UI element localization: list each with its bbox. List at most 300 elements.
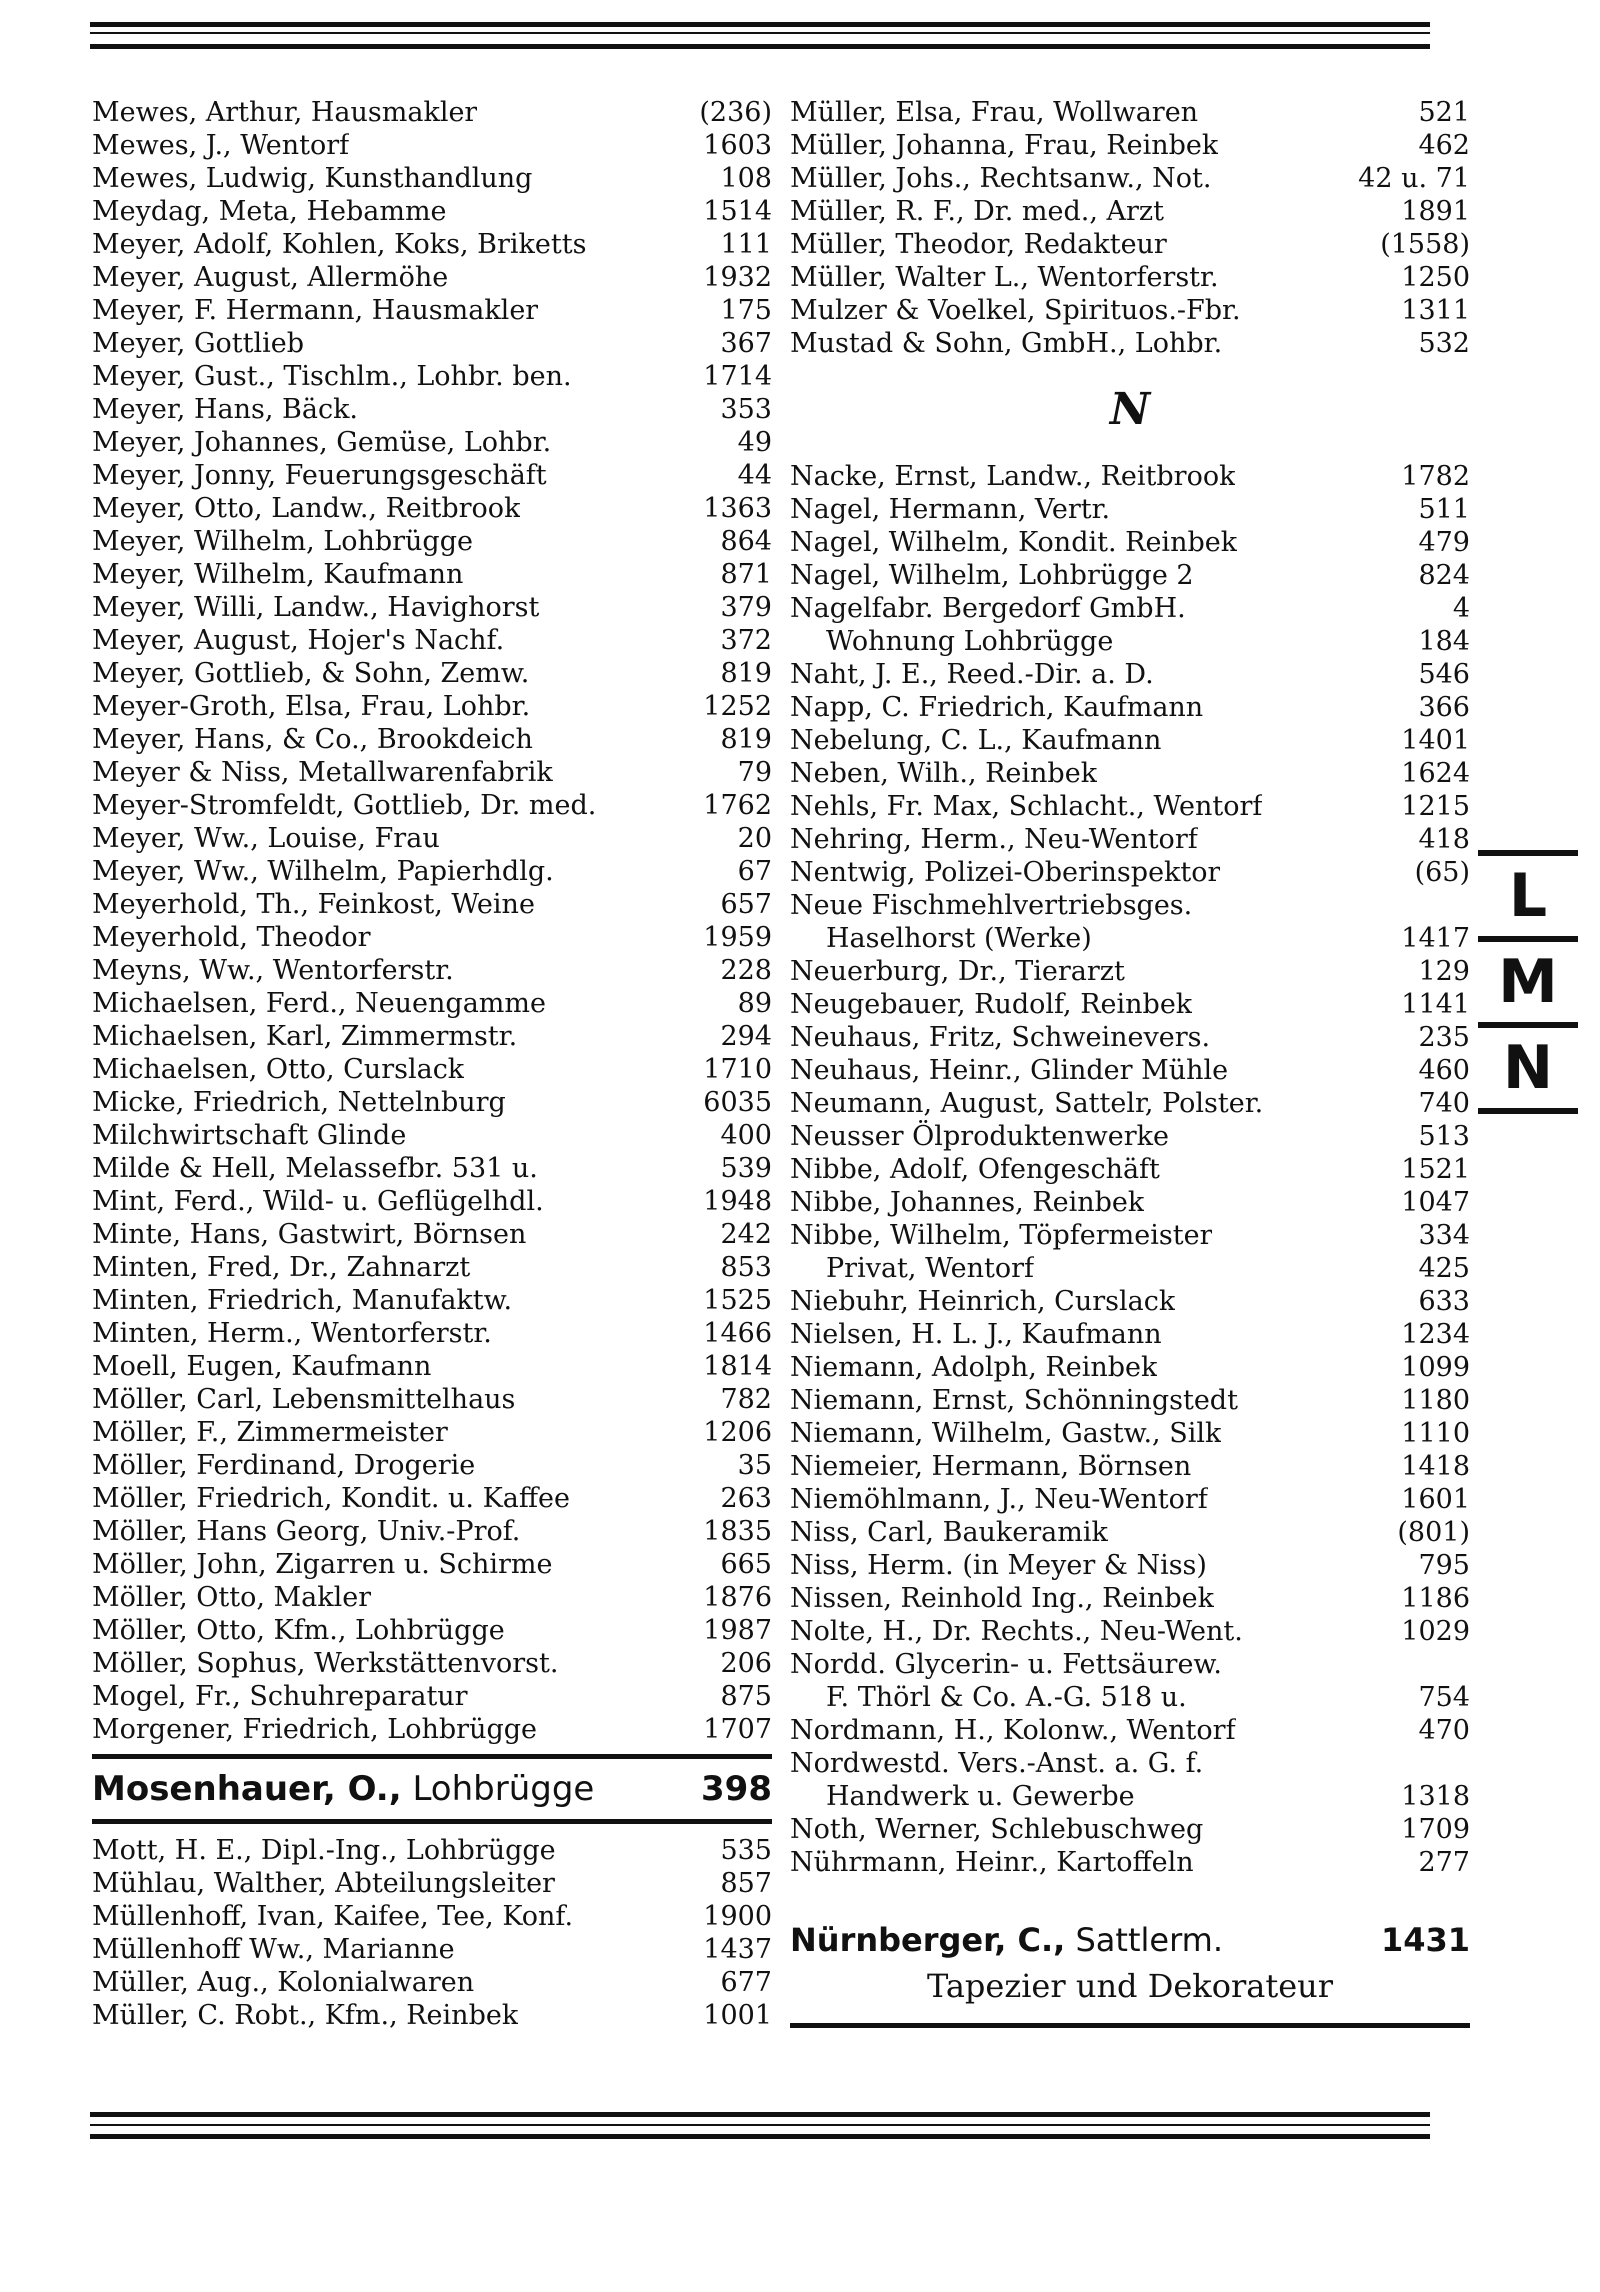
directory-entry <box>92 1383 772 1416</box>
entry-name: Möller, Friedrich, Kondit. u. Kaffee <box>92 1483 570 1514</box>
directory-entry <box>92 1713 772 1746</box>
entry-phone: 1709 <box>1401 1814 1470 1845</box>
entry-phone: 400 <box>720 1120 772 1151</box>
directory-entry <box>790 261 1470 294</box>
entry-name: Niemeier, Hermann, Börnsen <box>790 1451 1192 1482</box>
entry-name: Naht, J. E., Reed.-Dir. a. D. <box>790 659 1154 690</box>
entry-name: Möller, Ferdinand, Drogerie <box>92 1450 476 1481</box>
entry-phone: 67 <box>737 856 772 887</box>
entry-name: Müller, Elsa, Frau, Wollwaren <box>790 97 1199 128</box>
right-entry-list-m <box>790 96 1470 360</box>
top-rule-thick-2 <box>90 44 1430 49</box>
entry-name: Müllenhoff Ww., Marianne <box>92 1934 455 1965</box>
directory-entry <box>92 657 772 690</box>
entry-name: Möller, Hans Georg, Univ.-Prof. <box>92 1516 521 1547</box>
directory-entry <box>92 1548 772 1581</box>
directory-entry <box>790 1747 1470 1780</box>
featured2-trade: Sattlerm. <box>1075 1921 1223 1959</box>
entry-name: Meyer & Niss, Metallwarenfabrik <box>92 757 553 788</box>
entry-phone: 35 <box>737 1450 772 1481</box>
entry-phone: 1206 <box>703 1417 772 1448</box>
entry-phone: (65) <box>1414 857 1470 888</box>
directory-entry <box>92 1515 772 1548</box>
entry-phone: 819 <box>720 658 772 689</box>
entry-phone: 460 <box>1418 1055 1470 1086</box>
directory-entry <box>790 493 1470 526</box>
entry-phone: 1514 <box>703 196 772 227</box>
directory-entry <box>92 558 772 591</box>
section-letter-n: N <box>1109 384 1151 435</box>
directory-entry <box>790 1483 1470 1516</box>
entry-phone: 425 <box>1418 1253 1470 1284</box>
entry-phone: 6035 <box>703 1087 772 1118</box>
entry-phone: 334 <box>1418 1220 1470 1251</box>
directory-entry <box>92 360 772 393</box>
entry-phone: 1525 <box>703 1285 772 1316</box>
bottom-rule-thin <box>90 2124 1430 2126</box>
directory-entry <box>790 1318 1470 1351</box>
entry-phone: 1099 <box>1401 1352 1470 1383</box>
directory-entry <box>92 1449 772 1482</box>
directory-entry <box>92 1581 772 1614</box>
entry-phone: 1707 <box>703 1714 772 1745</box>
directory-entry <box>790 1384 1470 1417</box>
directory-entry <box>92 756 772 789</box>
entry-phone: 1466 <box>703 1318 772 1349</box>
entry-name: Mint, Ferd., Wild- u. Geflügelhdl. <box>92 1186 544 1217</box>
directory-entry <box>790 162 1470 195</box>
entry-name: Meydag, Meta, Hebamme <box>92 196 447 227</box>
directory-entry <box>92 1218 772 1251</box>
entry-name: Neugebauer, Rudolf, Reinbek <box>790 989 1193 1020</box>
directory-entry <box>92 1053 772 1086</box>
entry-name: Müller, Johs., Rechtsanw., Not. <box>790 163 1212 194</box>
entry-phone: 1417 <box>1401 923 1470 954</box>
entry-phone: 539 <box>720 1153 772 1184</box>
entry-name: Mewes, Ludwig, Kunsthandlung <box>92 163 533 194</box>
entry-name: Wohnung Lohbrügge <box>826 626 1114 657</box>
entry-phone: (236) <box>699 97 772 128</box>
directory-entry <box>790 757 1470 790</box>
entry-name: Meyer, Hans, & Co., Brookdeich <box>92 724 533 755</box>
entry-phone: 1835 <box>703 1516 772 1547</box>
entry-name: Mewes, J., Wentorf <box>92 130 350 161</box>
directory-entry <box>92 822 772 855</box>
directory-entry <box>92 1119 772 1152</box>
entry-name: Meyer-Stromfeldt, Gottlieb, Dr. med. <box>92 790 597 821</box>
tab-letter-m[interactable]: M <box>1498 947 1558 1017</box>
entry-name: Müller, Walter L., Wentorferstr. <box>790 262 1219 293</box>
entry-phone: (1558) <box>1380 229 1470 260</box>
directory-entry <box>92 162 772 195</box>
entry-phone: 1948 <box>703 1186 772 1217</box>
entry-name: Meyerhold, Th., Feinkost, Weine <box>92 889 535 920</box>
entry-name: Haselhorst (Werke) <box>826 923 1092 954</box>
entry-name: Müller, Aug., Kolonialwaren <box>92 1967 475 1998</box>
directory-entry <box>790 889 1470 922</box>
entry-name: Meyer, Gottlieb, & Sohn, Zemw. <box>92 658 530 689</box>
entry-phone: 366 <box>1418 692 1470 723</box>
entry-phone: 1932 <box>703 262 772 293</box>
entry-name: Milchwirtschaft Glinde <box>92 1120 407 1151</box>
entry-name: Nagel, Wilhelm, Lohbrügge 2 <box>790 560 1194 591</box>
entry-name: Neuhaus, Fritz, Schweinevers. <box>790 1022 1211 1053</box>
bottom-rule-thick-2 <box>90 2134 1430 2139</box>
tab-letter-l[interactable]: L <box>1508 861 1548 931</box>
entry-name: Privat, Wentorf <box>826 1253 1034 1284</box>
entry-phone: 1814 <box>703 1351 772 1382</box>
entry-phone: 1001 <box>703 2000 772 2031</box>
entry-name: Nacke, Ernst, Landw., Reitbrook <box>790 461 1236 492</box>
featured-entry-mosenhauer <box>92 1754 772 1824</box>
directory-entry <box>92 96 772 129</box>
entry-name: Niemann, Wilhelm, Gastw., Silk <box>790 1418 1222 1449</box>
directory-entry <box>92 1284 772 1317</box>
entry-phone: 1624 <box>1401 758 1470 789</box>
entry-name: Nehring, Herm., Neu-Wentorf <box>790 824 1198 855</box>
entry-name: Müller, C. Robt., Kfm., Reinbek <box>92 2000 519 2031</box>
entry-phone: 479 <box>1418 527 1470 558</box>
entry-phone: 677 <box>720 1967 772 1998</box>
left-column <box>92 96 772 2032</box>
entry-name: Milde & Hell, Melassefbr. 531 u. <box>92 1153 538 1184</box>
directory-entry <box>790 1153 1470 1186</box>
entry-phone: 1180 <box>1401 1385 1470 1416</box>
entry-name: Möller, Carl, Lebensmittelhaus <box>92 1384 516 1415</box>
directory-entry <box>790 1087 1470 1120</box>
featured2-name: Nürnberger, C., <box>790 1921 1066 1959</box>
entry-phone: 108 <box>720 163 772 194</box>
directory-entry <box>790 228 1470 261</box>
directory-entry <box>92 789 772 822</box>
entry-name: Meyer, F. Hermann, Hausmakler <box>92 295 539 326</box>
entry-name: Müllenhoff, Ivan, Kaifee, Tee, Konf. <box>92 1901 574 1932</box>
entry-name: Nordwestd. Vers.-Anst. a. G. f. <box>790 1748 1204 1779</box>
entry-name: Meyns, Ww., Wentorferstr. <box>92 955 454 986</box>
directory-entry <box>790 1417 1470 1450</box>
top-rule-thin <box>90 32 1430 34</box>
directory-entry <box>92 1185 772 1218</box>
entry-phone: 1110 <box>1401 1418 1470 1449</box>
entry-phone: 1311 <box>1401 295 1470 326</box>
entry-phone: 1710 <box>703 1054 772 1085</box>
entry-phone: 1401 <box>1401 725 1470 756</box>
entry-name: Nebelung, C. L., Kaufmann <box>790 725 1162 756</box>
entry-name: Neuerburg, Dr., Tierarzt <box>790 956 1125 987</box>
directory-entry <box>92 855 772 888</box>
directory-entry <box>790 922 1470 955</box>
directory-entry <box>790 1582 1470 1615</box>
entry-phone: 294 <box>720 1021 772 1052</box>
entry-phone: 1603 <box>703 130 772 161</box>
directory-entry <box>790 1054 1470 1087</box>
entry-name: F. Thörl & Co. A.-G. 518 u. <box>826 1682 1187 1713</box>
directory-entry <box>92 294 772 327</box>
entry-name: Müller, R. F., Dr. med., Arzt <box>790 196 1165 227</box>
entry-name: Niemann, Adolph, Reinbek <box>790 1352 1158 1383</box>
entry-phone: (801) <box>1397 1517 1470 1548</box>
entry-phone: 379 <box>720 592 772 623</box>
directory-entry <box>92 1482 772 1515</box>
directory-entry <box>790 592 1470 625</box>
entry-phone: 1418 <box>1401 1451 1470 1482</box>
entry-name: Möller, John, Zigarren u. Schirme <box>92 1549 553 1580</box>
entry-phone: 111 <box>720 229 772 260</box>
entry-name: Nührmann, Heinr., Kartoffeln <box>790 1847 1194 1878</box>
right-column <box>790 96 1470 2028</box>
entry-name: Nehls, Fr. Max, Schlacht., Wentorf <box>790 791 1263 822</box>
entry-name: Meyer, Johannes, Gemüse, Lohbr. <box>92 427 552 458</box>
directory-entry <box>790 1516 1470 1549</box>
entry-name: Minte, Hans, Gastwirt, Börnsen <box>92 1219 527 1250</box>
featured2-line2: Tapezier und Dekorateur <box>926 1967 1334 2005</box>
entry-phone: 235 <box>1418 1022 1470 1053</box>
directory-entry <box>790 625 1470 658</box>
entry-phone: 546 <box>1418 659 1470 690</box>
entry-phone: 824 <box>1418 560 1470 591</box>
directory-entry <box>92 1834 772 1867</box>
entry-phone: 1186 <box>1401 1583 1470 1614</box>
entry-name: Niss, Herm. (in Meyer & Niss) <box>790 1550 1207 1581</box>
entry-name: Minten, Herm., Wentorferstr. <box>92 1318 492 1349</box>
entry-name: Niss, Carl, Baukeramik <box>790 1517 1108 1548</box>
entry-phone: 1437 <box>703 1934 772 1965</box>
directory-entry <box>790 195 1470 228</box>
featured-tel: 398 <box>701 1769 772 1809</box>
directory-entry <box>790 1120 1470 1153</box>
entry-phone: 740 <box>1418 1088 1470 1119</box>
directory-entry <box>790 1450 1470 1483</box>
entry-name: Meyer-Groth, Elsa, Frau, Lohbr. <box>92 691 531 722</box>
entry-name: Micke, Friedrich, Nettelnburg <box>92 1087 506 1118</box>
entry-name: Michaelsen, Karl, Zimmermstr. <box>92 1021 518 1052</box>
directory-entry <box>92 1680 772 1713</box>
entry-name: Möller, Otto, Makler <box>92 1582 372 1613</box>
directory-entry <box>92 1614 772 1647</box>
entry-phone: 782 <box>720 1384 772 1415</box>
entry-phone: 853 <box>720 1252 772 1283</box>
directory-entry <box>92 525 772 558</box>
entry-name: Mustad & Sohn, GmbH., Lohbr. <box>790 328 1223 359</box>
directory-entry <box>92 426 772 459</box>
directory-entry <box>92 624 772 657</box>
entry-phone: 1714 <box>703 361 772 392</box>
entry-name: Möller, Otto, Kfm., Lohbrügge <box>92 1615 505 1646</box>
directory-entry <box>790 327 1470 360</box>
entry-name: Neumann, August, Sattelr, Polster. <box>790 1088 1264 1119</box>
entry-phone: 228 <box>720 955 772 986</box>
entry-phone: 819 <box>720 724 772 755</box>
entry-phone: 857 <box>720 1868 772 1899</box>
directory-entry <box>92 327 772 360</box>
entry-phone: 263 <box>720 1483 772 1514</box>
entry-name: Meyer, August, Allermöhe <box>92 262 449 293</box>
entry-phone: 1959 <box>703 922 772 953</box>
directory-entry <box>92 1966 772 1999</box>
directory-entry <box>92 921 772 954</box>
directory-entry <box>92 1152 772 1185</box>
entry-name: Möller, Sophus, Werkstättenvorst. <box>92 1648 559 1679</box>
entry-name: Handwerk u. Gewerbe <box>826 1781 1135 1812</box>
entry-phone: 129 <box>1418 956 1470 987</box>
directory-entry <box>790 96 1470 129</box>
entry-name: Möller, F., Zimmermeister <box>92 1417 448 1448</box>
tab-letter-n[interactable]: N <box>1502 1033 1554 1103</box>
directory-entry <box>790 1648 1470 1681</box>
entry-name: Nordd. Glycerin- u. Fettsäurew. <box>790 1649 1222 1680</box>
directory-entry <box>790 988 1470 1021</box>
entry-phone: 1141 <box>1401 989 1470 1020</box>
entry-name: Niemöhlmann, J., Neu-Wentorf <box>790 1484 1208 1515</box>
entry-name: Neusser Ölproduktenwerke <box>790 1121 1169 1152</box>
entry-phone: 44 <box>737 460 772 491</box>
entry-name: Michaelsen, Otto, Curslack <box>92 1054 465 1085</box>
entry-phone: 49 <box>737 427 772 458</box>
entry-phone: 184 <box>1418 626 1470 657</box>
directory-entry <box>790 1549 1470 1582</box>
entry-phone: 754 <box>1418 1682 1470 1713</box>
entry-phone: 470 <box>1418 1715 1470 1746</box>
entry-phone: 372 <box>720 625 772 656</box>
entry-name: Nolte, H., Dr. Rechts., Neu-Went. <box>790 1616 1243 1647</box>
entry-phone: 1876 <box>703 1582 772 1613</box>
directory-entry <box>92 1867 772 1900</box>
directory-entry <box>92 195 772 228</box>
entry-name: Meyer, August, Hojer's Nachf. <box>92 625 505 656</box>
entry-name: Nordmann, H., Kolonw., Wentorf <box>790 1715 1236 1746</box>
directory-entry <box>790 1813 1470 1846</box>
entry-phone: 1215 <box>1401 791 1470 822</box>
entry-phone: 1252 <box>703 691 772 722</box>
entry-name: Mühlau, Walther, Abteilungsleiter <box>92 1868 555 1899</box>
entry-phone: 864 <box>720 526 772 557</box>
entry-phone: 1250 <box>1401 262 1470 293</box>
featured-entry-nuernberger <box>790 1917 1470 2028</box>
directory-entry <box>92 1933 772 1966</box>
entry-name: Meyer, Gottlieb <box>92 328 305 359</box>
entry-phone: 535 <box>720 1835 772 1866</box>
entry-name: Meyer, Willi, Landw., Havighorst <box>92 592 540 623</box>
directory-entry <box>790 691 1470 724</box>
directory-entry <box>790 1615 1470 1648</box>
directory-entry <box>790 1186 1470 1219</box>
directory-entry <box>790 1219 1470 1252</box>
entry-phone: 79 <box>737 757 772 788</box>
entry-phone: 1363 <box>703 493 772 524</box>
directory-entry <box>790 1714 1470 1747</box>
entry-phone: 20 <box>737 823 772 854</box>
entry-phone: 1987 <box>703 1615 772 1646</box>
directory-entry <box>790 1846 1470 1879</box>
entry-name: Nibbe, Adolf, Ofengeschäft <box>790 1154 1160 1185</box>
featured-name: Mosenhauer, O., <box>92 1769 402 1809</box>
directory-entry <box>790 856 1470 889</box>
directory-entry <box>790 1021 1470 1054</box>
entry-name: Mulzer & Voelkel, Spirituos.-Fbr. <box>790 295 1241 326</box>
directory-entry <box>790 460 1470 493</box>
tab-rule <box>1478 1108 1578 1114</box>
left-entry-list <box>92 96 772 1746</box>
entry-name: Nibbe, Wilhelm, Töpfermeister <box>790 1220 1213 1251</box>
entry-phone: 657 <box>720 889 772 920</box>
entry-name: Napp, C. Friedrich, Kaufmann <box>790 692 1204 723</box>
entry-name: Meyerhold, Theodor <box>92 922 371 953</box>
directory-entry <box>92 1086 772 1119</box>
entry-name: Meyer, Ww., Louise, Frau <box>92 823 440 854</box>
directory-entry <box>790 559 1470 592</box>
entry-phone: 367 <box>720 328 772 359</box>
entry-name: Morgener, Friedrich, Lohbrügge <box>92 1714 537 1745</box>
directory-entry <box>92 1900 772 1933</box>
directory-entry <box>92 1416 772 1449</box>
entry-phone: 871 <box>720 559 772 590</box>
entry-name: Nibbe, Johannes, Reinbek <box>790 1187 1145 1218</box>
directory-entry <box>92 1999 772 2032</box>
entry-name: Noth, Werner, Schlebuschweg <box>790 1814 1204 1845</box>
directory-entry <box>92 987 772 1020</box>
entry-name: Neben, Wilh., Reinbek <box>790 758 1098 789</box>
entry-name: Nagel, Hermann, Vertr. <box>790 494 1111 525</box>
directory-entry <box>92 1251 772 1284</box>
directory-entry <box>790 294 1470 327</box>
entry-name: Minten, Friedrich, Manufaktw. <box>92 1285 513 1316</box>
directory-entry <box>790 1252 1470 1285</box>
right-entry-list-n <box>790 460 1470 1879</box>
entry-name: Mogel, Fr., Schuhreparatur <box>92 1681 468 1712</box>
directory-entry <box>790 658 1470 691</box>
entry-name: Nissen, Reinhold Ing., Reinbek <box>790 1583 1215 1614</box>
entry-name: Nentwig, Polizei-Oberinspektor <box>790 857 1221 888</box>
entry-name: Meyer, Otto, Landw., Reitbrook <box>92 493 521 524</box>
entry-name: Nagelfabr. Bergedorf GmbH. <box>790 593 1186 624</box>
directory-entry <box>92 1350 772 1383</box>
entry-name: Mott, H. E., Dipl.-Ing., Lohbrügge <box>92 1835 556 1866</box>
entry-name: Michaelsen, Ferd., Neuengamme <box>92 988 546 1019</box>
entry-phone: 1891 <box>1401 196 1470 227</box>
directory-entry <box>92 261 772 294</box>
entry-phone: 1601 <box>1401 1484 1470 1515</box>
entry-name: Neuhaus, Heinr., Glinder Mühle <box>790 1055 1229 1086</box>
entry-phone: 1318 <box>1401 1781 1470 1812</box>
directory-entry <box>92 492 772 525</box>
top-rule-thick <box>90 22 1430 27</box>
entry-phone: 665 <box>720 1549 772 1580</box>
entry-phone: 1029 <box>1401 1616 1470 1647</box>
entry-phone: 277 <box>1418 1847 1470 1878</box>
directory-entry <box>92 1020 772 1053</box>
entry-phone: 462 <box>1418 130 1470 161</box>
entry-phone: 633 <box>1418 1286 1470 1317</box>
featured2-tel: 1431 <box>1380 1921 1470 1959</box>
entry-name: Minten, Fred, Dr., Zahnarzt <box>92 1252 471 1283</box>
directory-entry <box>92 129 772 162</box>
entry-name: Nagel, Wilhelm, Kondit. Reinbek <box>790 527 1238 558</box>
directory-entry <box>92 690 772 723</box>
entry-name: Nielsen, H. L. J., Kaufmann <box>790 1319 1162 1350</box>
directory-entry <box>790 1681 1470 1714</box>
entry-name: Moell, Eugen, Kaufmann <box>92 1351 432 1382</box>
directory-entry <box>790 823 1470 856</box>
entry-phone: 89 <box>737 988 772 1019</box>
directory-entry <box>92 888 772 921</box>
entry-phone: 1762 <box>703 790 772 821</box>
entry-phone: 1521 <box>1401 1154 1470 1185</box>
entry-name: Meyer, Jonny, Feuerungsgeschäft <box>92 460 547 491</box>
entry-name: Mewes, Arthur, Hausmakler <box>92 97 478 128</box>
entry-phone: 513 <box>1418 1121 1470 1152</box>
entry-name: Niemann, Ernst, Schönningstedt <box>790 1385 1238 1416</box>
entry-phone: 4 <box>1452 593 1470 624</box>
